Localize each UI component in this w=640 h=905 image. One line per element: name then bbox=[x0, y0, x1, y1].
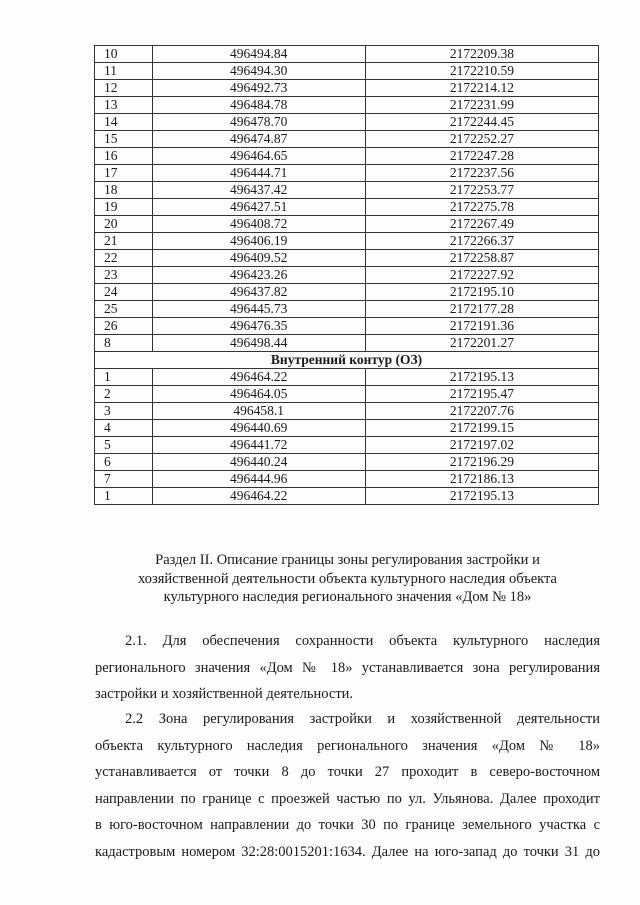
section-heading-line: Раздел II. Описание границы зоны регулирования застройки и bbox=[155, 552, 540, 568]
y-coordinate-cell: 2172252.27 bbox=[365, 131, 598, 148]
table-row bbox=[95, 80, 599, 97]
x-coordinate-cell: 496441.72 bbox=[152, 437, 365, 454]
point-number-cell: 12 bbox=[95, 80, 153, 97]
table-row bbox=[95, 386, 599, 403]
table-row bbox=[95, 199, 599, 216]
x-coordinate-cell: 496427.51 bbox=[152, 199, 365, 216]
x-coordinate-cell: 496498.44 bbox=[152, 335, 365, 352]
point-number-cell: 25 bbox=[95, 301, 153, 318]
table-row bbox=[95, 63, 599, 80]
x-coordinate-cell: 496423.26 bbox=[152, 267, 365, 284]
table-row bbox=[95, 250, 599, 267]
y-coordinate-cell: 2172195.13 bbox=[365, 488, 598, 505]
paragraph-line: объекта культурного наследия регионального значения «Дом № 18» bbox=[95, 737, 600, 754]
table-row bbox=[95, 369, 599, 386]
x-coordinate-cell: 496484.78 bbox=[152, 97, 365, 114]
point-number-cell: 7 bbox=[95, 471, 153, 488]
x-coordinate-cell: 496494.84 bbox=[152, 46, 365, 63]
paragraph-line: 2.2 Зона регулирования застройки и хозяйственной деятельности bbox=[125, 711, 600, 727]
section-heading-line: хозяйственной деятельности объекта культурного наследия объекта bbox=[138, 570, 557, 587]
y-coordinate-cell: 2172275.78 bbox=[365, 199, 598, 216]
inner-contour-title: Внутренний контур (ОЗ) bbox=[95, 352, 599, 369]
table-row bbox=[95, 284, 599, 301]
y-coordinate-cell: 2172237.56 bbox=[365, 165, 598, 182]
point-number-cell: 2 bbox=[95, 386, 153, 403]
y-coordinate-cell: 2172247.28 bbox=[365, 148, 598, 165]
table-row bbox=[95, 335, 599, 352]
y-coordinate-cell: 2172214.12 bbox=[365, 80, 598, 97]
inner-contour-section bbox=[95, 352, 599, 369]
y-coordinate-cell: 2172231.99 bbox=[365, 97, 598, 114]
x-coordinate-cell: 496445.73 bbox=[152, 301, 365, 318]
point-number-cell: 16 bbox=[95, 148, 153, 165]
y-coordinate-cell: 2172210.59 bbox=[365, 63, 598, 80]
table-row bbox=[95, 148, 599, 165]
y-coordinate-cell: 2172195.47 bbox=[365, 386, 598, 403]
paragraph-2-2 bbox=[95, 706, 600, 865]
y-coordinate-cell: 2172196.29 bbox=[365, 454, 598, 471]
paragraph-line: застройки и хозяйственной деятельности. bbox=[95, 686, 354, 702]
paragraph-line: устанавливается от точки 8 до точки 27 проходит в северо-восточном bbox=[95, 764, 600, 780]
x-coordinate-cell: 496444.71 bbox=[152, 165, 365, 182]
table-row bbox=[95, 301, 599, 318]
point-number-cell: 15 bbox=[95, 131, 153, 148]
point-number-cell: 11 bbox=[95, 63, 153, 80]
point-number-cell: 3 bbox=[95, 403, 153, 420]
y-coordinate-cell: 2172177.28 bbox=[365, 301, 598, 318]
point-number-cell: 23 bbox=[95, 267, 153, 284]
x-coordinate-cell: 496464.05 bbox=[152, 386, 365, 403]
table-row bbox=[95, 216, 599, 233]
y-coordinate-cell: 2172244.45 bbox=[365, 114, 598, 131]
table-row bbox=[95, 437, 599, 454]
x-coordinate-cell: 496440.24 bbox=[152, 454, 365, 471]
x-coordinate-cell: 496458.1 bbox=[152, 403, 365, 420]
y-coordinate-cell: 2172195.13 bbox=[365, 369, 598, 386]
table-row bbox=[95, 488, 599, 505]
x-coordinate-cell: 496464.65 bbox=[152, 148, 365, 165]
table-row bbox=[95, 97, 599, 114]
y-coordinate-cell: 2172266.37 bbox=[365, 233, 598, 250]
paragraph-line: направлении по границе с проезжей частью по ул. Ульянова. Далее проходит bbox=[95, 790, 600, 807]
point-number-cell: 26 bbox=[95, 318, 153, 335]
point-number-cell: 22 bbox=[95, 250, 153, 267]
point-number-cell: 20 bbox=[95, 216, 153, 233]
coordinates-table bbox=[94, 45, 599, 505]
x-coordinate-cell: 496478.70 bbox=[152, 114, 365, 131]
point-number-cell: 10 bbox=[95, 46, 153, 63]
table-row bbox=[95, 233, 599, 250]
paragraph-line: в юго-восточном направлении до точки 30 по границе земельного участка с bbox=[95, 817, 600, 833]
x-coordinate-cell: 496406.19 bbox=[152, 233, 365, 250]
x-coordinate-cell: 496476.35 bbox=[152, 318, 365, 335]
inner-contour-rows bbox=[95, 369, 599, 505]
x-coordinate-cell: 496444.96 bbox=[152, 471, 365, 488]
y-coordinate-cell: 2172227.92 bbox=[365, 267, 598, 284]
point-number-cell: 5 bbox=[95, 437, 153, 454]
point-number-cell: 17 bbox=[95, 165, 153, 182]
y-coordinate-cell: 2172191.36 bbox=[365, 318, 598, 335]
point-number-cell: 6 bbox=[95, 454, 153, 471]
section-heading bbox=[95, 551, 600, 607]
x-coordinate-cell: 496440.69 bbox=[152, 420, 365, 437]
y-coordinate-cell: 2172195.10 bbox=[365, 284, 598, 301]
paragraph-2-1 bbox=[95, 628, 600, 708]
paragraph-line: 2.1. Для обеспечения сохранности объекта культурного наследия bbox=[125, 633, 600, 649]
table-row bbox=[95, 114, 599, 131]
y-coordinate-cell: 2172267.49 bbox=[365, 216, 598, 233]
table-row bbox=[95, 267, 599, 284]
point-number-cell: 19 bbox=[95, 199, 153, 216]
y-coordinate-cell: 2172197.02 bbox=[365, 437, 598, 454]
x-coordinate-cell: 496492.73 bbox=[152, 80, 365, 97]
table-row bbox=[95, 420, 599, 437]
paragraph-line: регионального значения «Дом № 18» устанавливается зона регулирования bbox=[95, 659, 600, 676]
y-coordinate-cell: 2172201.27 bbox=[365, 335, 598, 352]
y-coordinate-cell: 2172207.76 bbox=[365, 403, 598, 420]
point-number-cell: 8 bbox=[95, 335, 153, 352]
x-coordinate-cell: 496408.72 bbox=[152, 216, 365, 233]
point-number-cell: 4 bbox=[95, 420, 153, 437]
point-number-cell: 24 bbox=[95, 284, 153, 301]
inner-contour-header-row bbox=[95, 352, 599, 369]
x-coordinate-cell: 496464.22 bbox=[152, 369, 365, 386]
table-row bbox=[95, 46, 599, 63]
y-coordinate-cell: 2172209.38 bbox=[365, 46, 598, 63]
x-coordinate-cell: 496494.30 bbox=[152, 63, 365, 80]
x-coordinate-cell: 496437.42 bbox=[152, 182, 365, 199]
point-number-cell: 21 bbox=[95, 233, 153, 250]
x-coordinate-cell: 496437.82 bbox=[152, 284, 365, 301]
outer-contour-rows bbox=[95, 46, 599, 352]
section-heading-line: культурного наследия регионального значения «Дом № 18» bbox=[163, 589, 532, 605]
table-row bbox=[95, 454, 599, 471]
x-coordinate-cell: 496464.22 bbox=[152, 488, 365, 505]
paragraph-line: кадастровым номером 32:28:0015201:1634. Далее на юго-запад до точки 31 до bbox=[95, 843, 600, 860]
y-coordinate-cell: 2172258.87 bbox=[365, 250, 598, 267]
table-row bbox=[95, 165, 599, 182]
table-row bbox=[95, 318, 599, 335]
table-row bbox=[95, 131, 599, 148]
y-coordinate-cell: 2172253.77 bbox=[365, 182, 598, 199]
point-number-cell: 1 bbox=[95, 488, 153, 505]
point-number-cell: 18 bbox=[95, 182, 153, 199]
point-number-cell: 13 bbox=[95, 97, 153, 114]
point-number-cell: 14 bbox=[95, 114, 153, 131]
x-coordinate-cell: 496409.52 bbox=[152, 250, 365, 267]
y-coordinate-cell: 2172199.15 bbox=[365, 420, 598, 437]
table-row bbox=[95, 403, 599, 420]
table-row bbox=[95, 471, 599, 488]
y-coordinate-cell: 2172186.13 bbox=[365, 471, 598, 488]
point-number-cell: 1 bbox=[95, 369, 153, 386]
x-coordinate-cell: 496474.87 bbox=[152, 131, 365, 148]
table-row bbox=[95, 182, 599, 199]
